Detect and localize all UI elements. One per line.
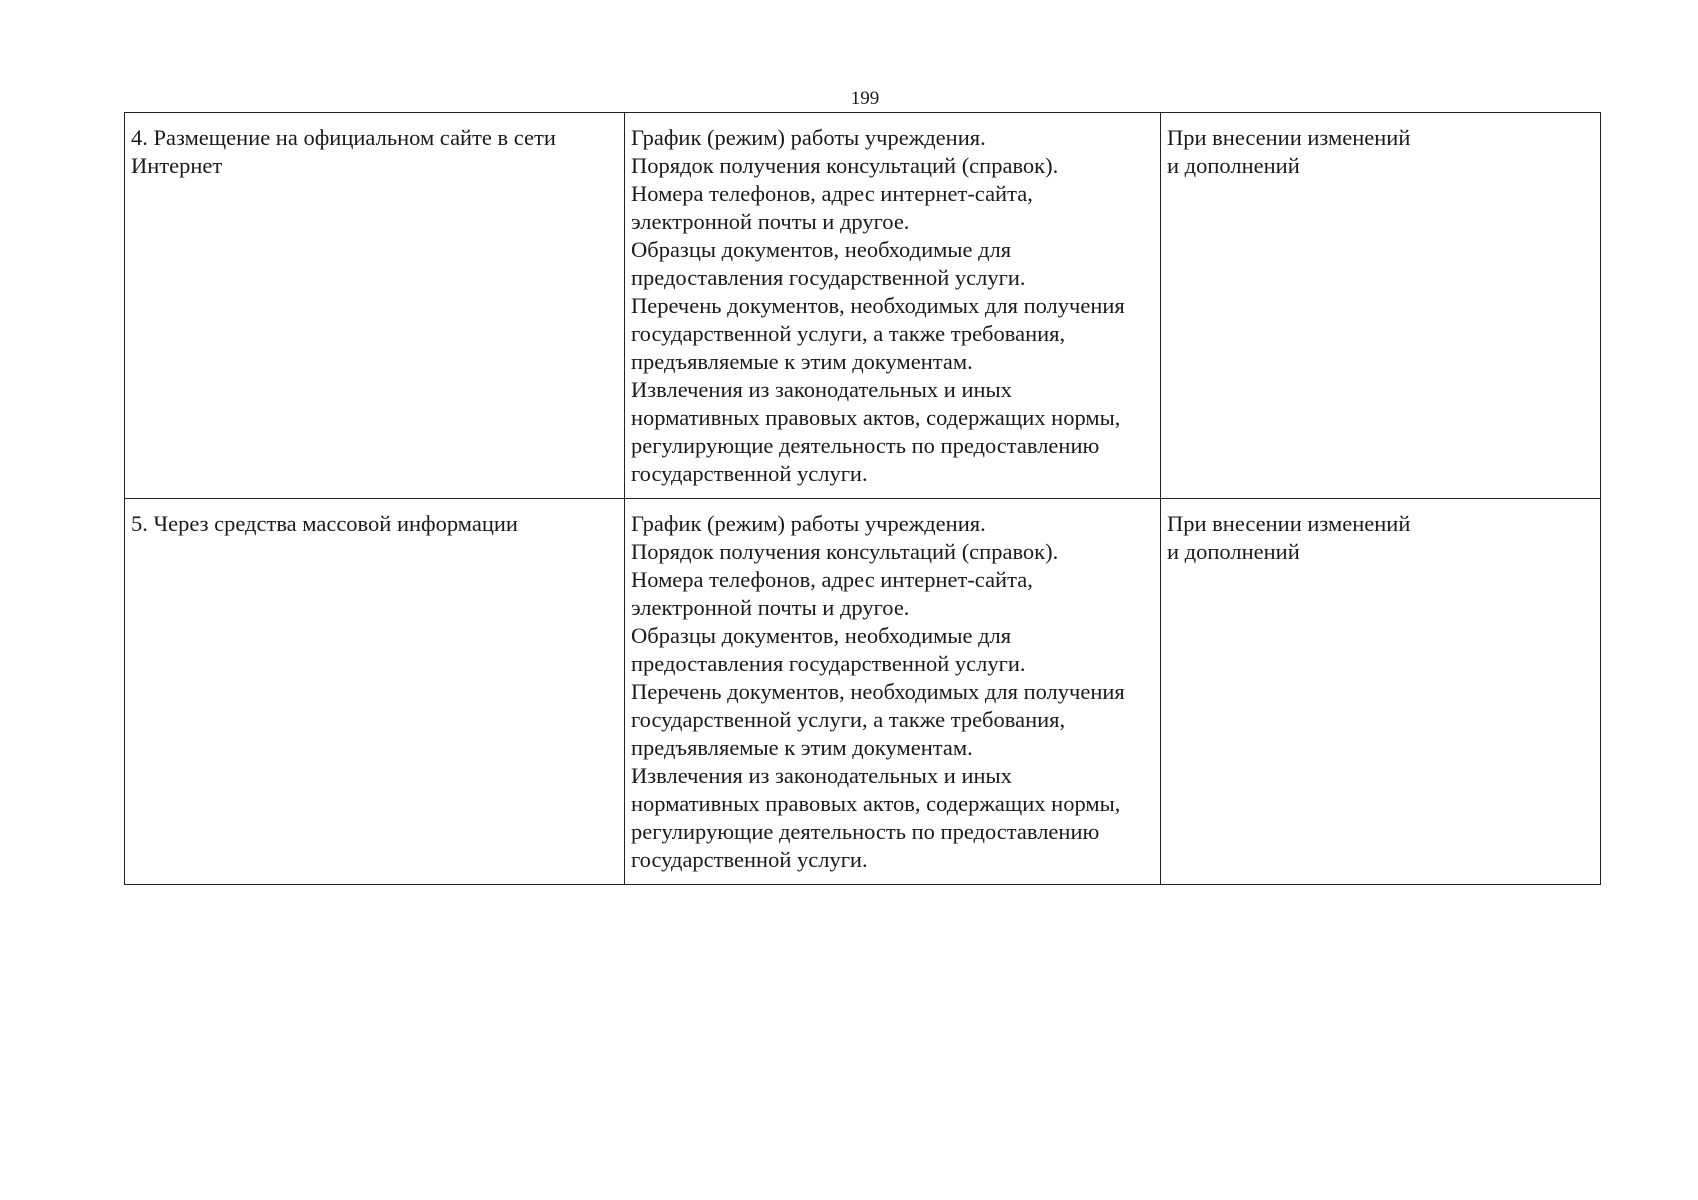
content-text: государственной услуги, а также требования, <box>631 707 1066 732</box>
method-cell <box>125 499 625 885</box>
content-text: Образцы документов, необходимые для <box>631 623 1012 648</box>
content-cell <box>625 113 1161 499</box>
content-text: Извлечения из законодательных и иных <box>631 763 1012 788</box>
frequency-text: При внесении изменений <box>1167 125 1411 150</box>
content-text: Порядок получения консультаций (справок). <box>631 153 1059 178</box>
frequency-cell <box>1161 113 1601 499</box>
content-text: нормативных правовых актов, содержащих нормы, <box>631 405 1121 430</box>
content-text: Перечень документов, необходимых для получения <box>631 293 1125 318</box>
information-table <box>124 112 1601 885</box>
content-text: Образцы документов, необходимые для <box>631 237 1012 262</box>
content-text: График (режим) работы учреждения. <box>631 125 986 150</box>
content-text: Перечень документов, необходимых для получения <box>631 679 1125 704</box>
frequency-text: При внесении изменений <box>1167 511 1411 536</box>
content-text: предъявляемые к этим документам. <box>631 735 973 760</box>
method-text: 4. Размещение на официальном сайте в сети <box>131 125 556 150</box>
content-text: государственной услуги. <box>631 847 868 872</box>
frequency-cell <box>1161 499 1601 885</box>
method-text: 5. Через средства массовой информации <box>131 511 518 536</box>
content-text: Номера телефонов, адрес интернет-сайта, <box>631 181 1033 206</box>
content-text: нормативных правовых актов, содержащих нормы, <box>631 791 1121 816</box>
content-text: предоставления государственной услуги. <box>631 651 1026 676</box>
content-text: предъявляемые к этим документам. <box>631 349 973 374</box>
content-text: Извлечения из законодательных и иных <box>631 377 1012 402</box>
content-text: электронной почты и другое. <box>631 209 910 234</box>
table-row <box>125 499 1601 885</box>
content-text: государственной услуги, а также требования, <box>631 321 1066 346</box>
content-text: предоставления государственной услуги. <box>631 265 1026 290</box>
content-text: государственной услуги. <box>631 461 868 486</box>
content-text: регулирующие деятельность по предоставлению <box>631 433 1100 458</box>
method-text: Интернет <box>131 153 223 178</box>
content-text: электронной почты и другое. <box>631 595 910 620</box>
content-text: Номера телефонов, адрес интернет-сайта, <box>631 567 1033 592</box>
method-cell <box>125 113 625 499</box>
content-text: Порядок получения консультаций (справок). <box>631 539 1059 564</box>
frequency-text: и дополнений <box>1167 539 1300 564</box>
content-cell <box>625 499 1161 885</box>
content-text: График (режим) работы учреждения. <box>631 511 986 536</box>
table-row <box>125 113 1601 499</box>
page-number: 199 <box>850 88 880 109</box>
content-text: регулирующие деятельность по предоставлению <box>631 819 1100 844</box>
frequency-text: и дополнений <box>1167 153 1300 178</box>
